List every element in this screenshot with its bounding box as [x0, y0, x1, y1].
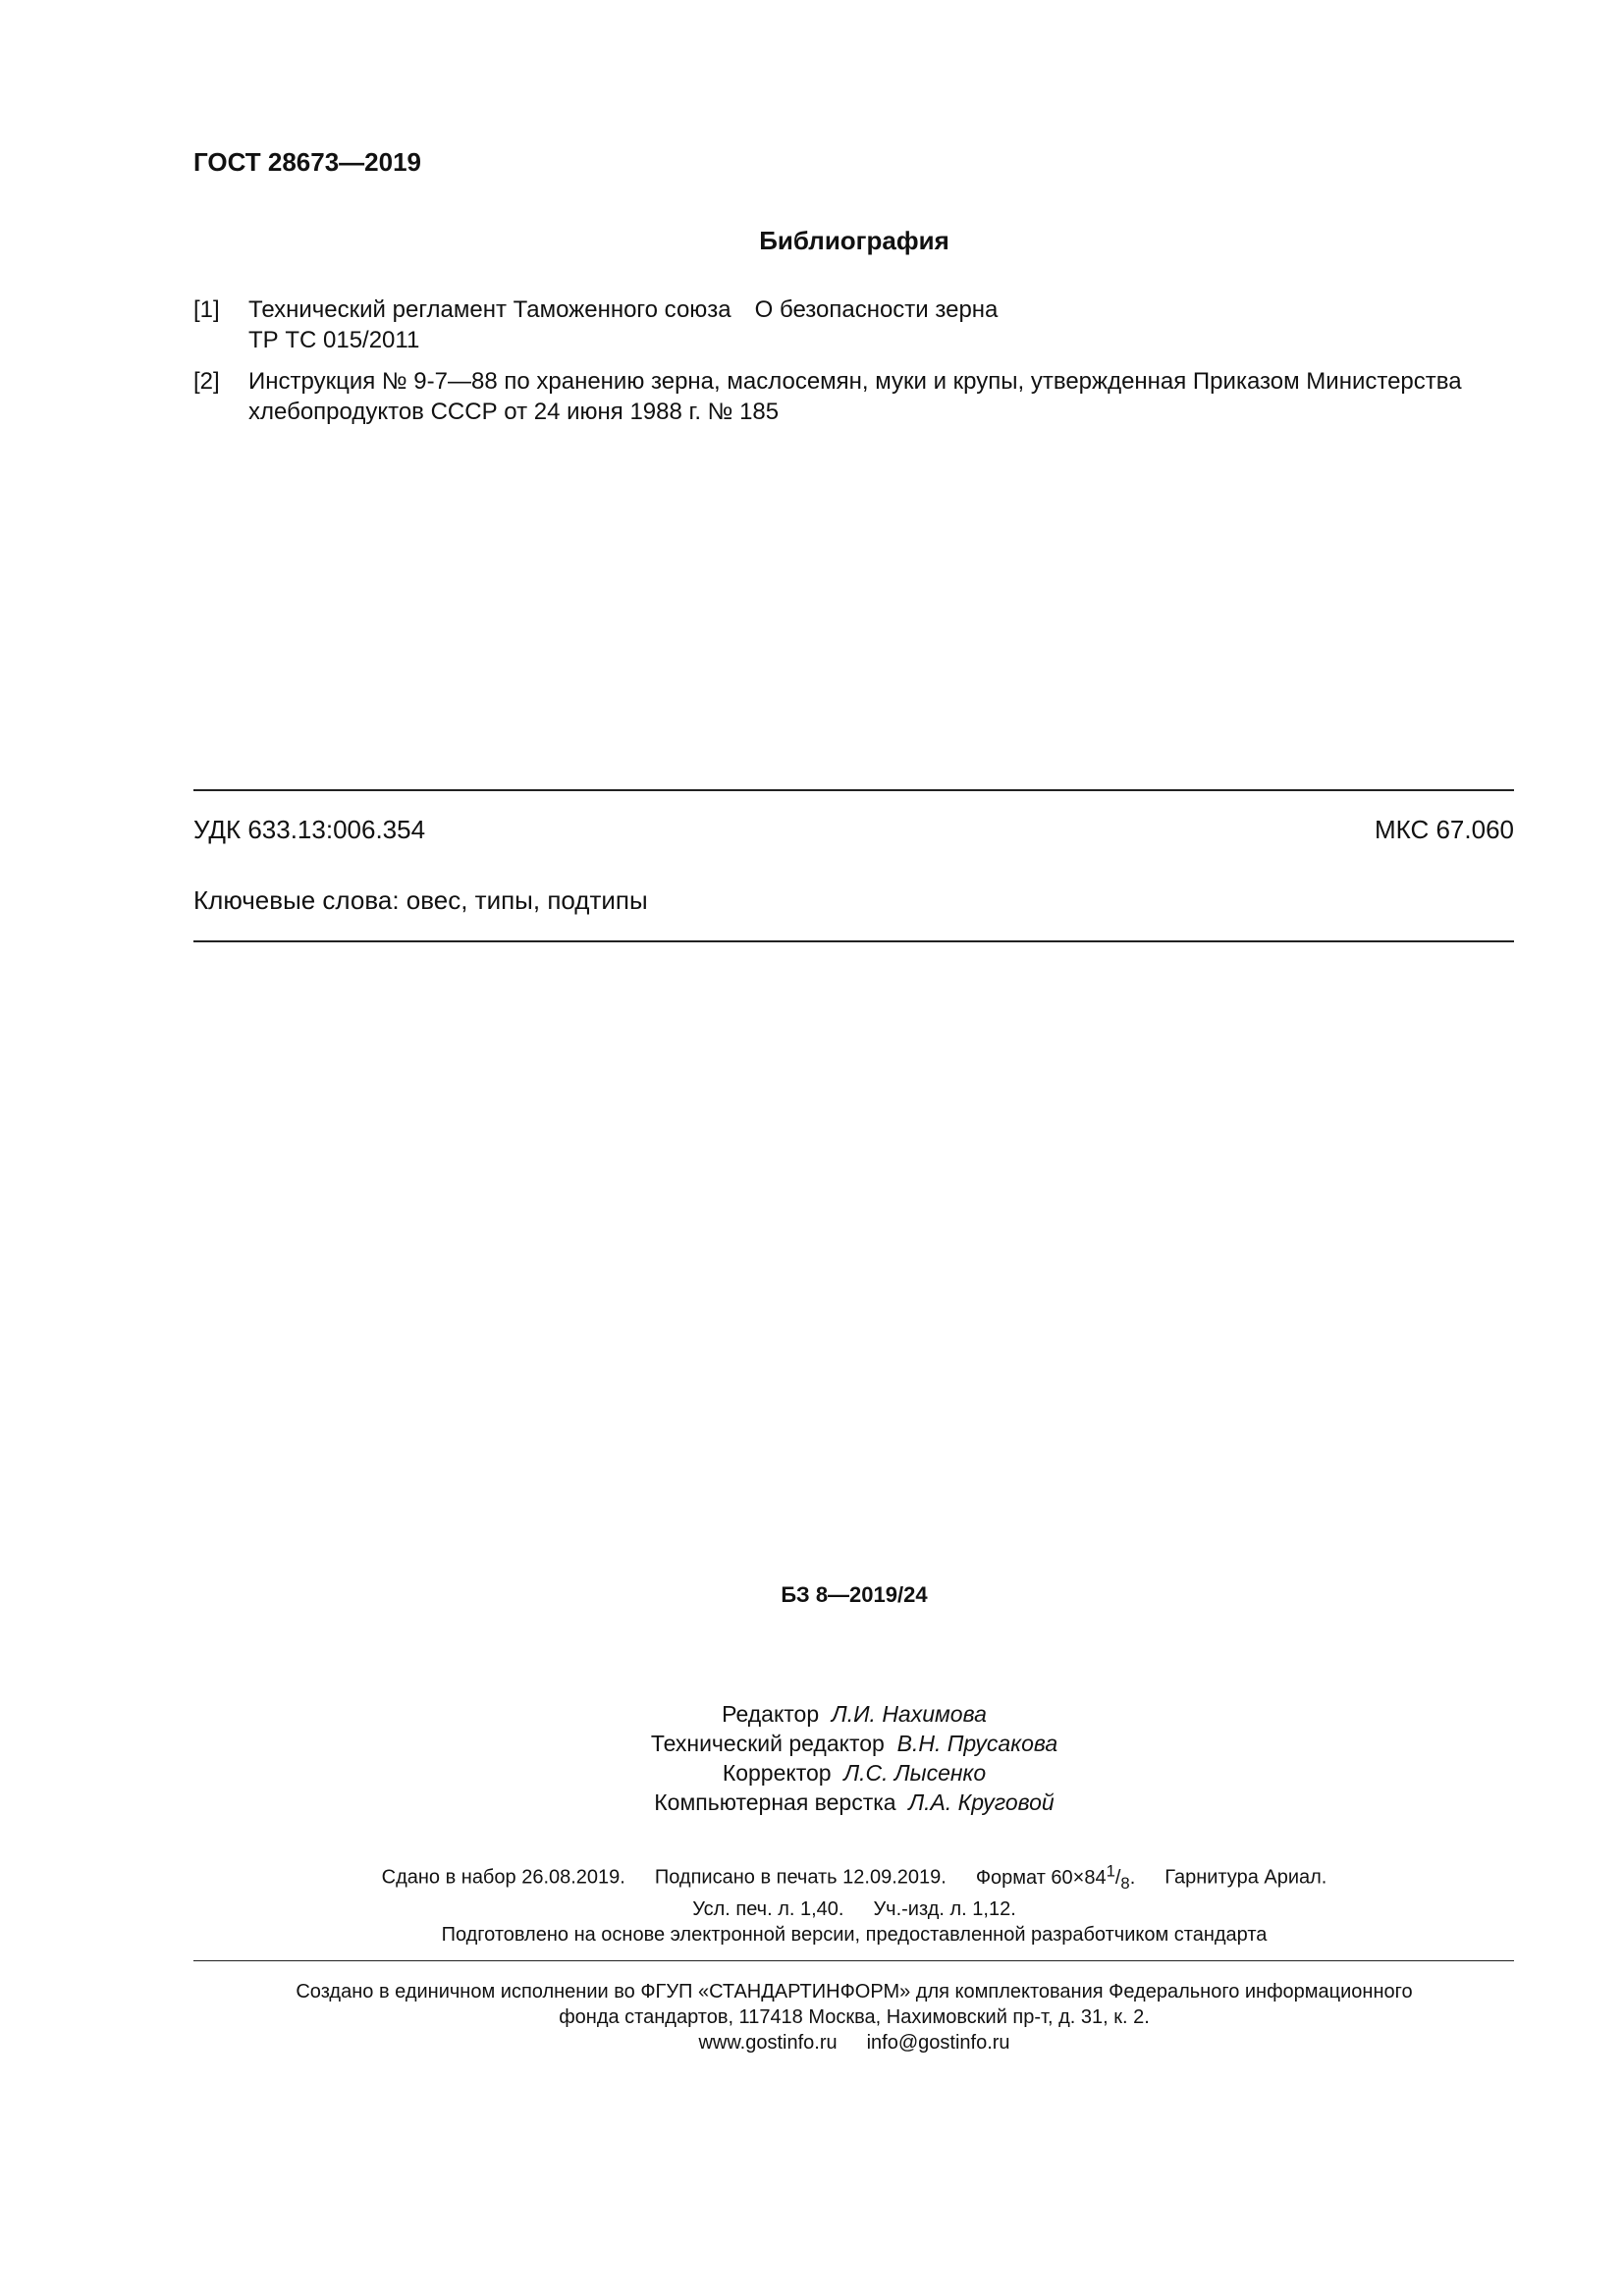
reference-text	[248, 294, 1514, 355]
print-info	[0, 1858, 1624, 1948]
staff-credits	[0, 1699, 1624, 1817]
creation-line-1: Создано в единичном исполнении во ФГУП «СТАНДАРТИНФОРМ» для комплектования Федерального информационного	[296, 1981, 1413, 2002]
staff-role: Компьютерная верстка	[654, 1789, 896, 1815]
reference-line-1: Инструкция № 9-7—88 по хранению зерна, маслосемян, муки и крупы, утвержденная Приказом Министерства	[248, 368, 1462, 395]
staff-name: В.Н. Прусакова	[896, 1731, 1058, 1756]
bibliography-entry-1	[193, 294, 1514, 355]
staff-editor	[0, 1699, 1624, 1729]
staff-name: Л.И. Нахимова	[831, 1701, 987, 1727]
document-number: ГОСТ 28673—2019	[193, 147, 421, 177]
staff-layout	[0, 1788, 1624, 1817]
reference-number: [2]	[193, 368, 220, 395]
publisher-sheets: Уч.-изд. л. 1,12.	[873, 1897, 1016, 1920]
reference-code: ТР ТС 015/2011	[248, 327, 420, 353]
bibliography-title: Библиография	[759, 226, 949, 255]
staff-role: Корректор	[722, 1760, 832, 1786]
staff-corrector	[0, 1758, 1624, 1788]
reference-title: Технический регламент Таможенного союза	[248, 296, 731, 323]
prepared-note: Подготовлено на основе электронной версии, предоставленной разработчиком стандарта	[441, 1923, 1268, 1946]
bibliography-entry-2	[193, 366, 1514, 427]
reference-number: [1]	[193, 296, 220, 323]
staff-role: Технический редактор	[650, 1731, 885, 1756]
divider-footer	[193, 1960, 1514, 1961]
submitted-date: Сдано в набор 26.08.2019.	[381, 1866, 625, 1889]
paper-format: Формат $60\times 84^1/_8$.	[975, 1861, 1136, 1893]
reference-subtitle: О безопасности зерна	[754, 296, 999, 323]
staff-name: Л.А. Круговой	[908, 1789, 1055, 1815]
print-line-1	[0, 1858, 1624, 1896]
staff-tech-editor	[0, 1729, 1624, 1758]
email-link[interactable]: info@gostinfo.ru	[866, 2032, 1010, 2054]
typeface: Гарнитура Ариал.	[1164, 1866, 1327, 1889]
divider-bottom	[193, 940, 1514, 942]
creation-line-2: фонда стандартов, 117418 Москва, Нахимовский пр-т, д. 31, к. 2.	[559, 2006, 1150, 2028]
staff-role: Редактор	[722, 1701, 820, 1727]
bz-number: БЗ 8—2019/24	[781, 1582, 928, 1607]
staff-name: Л.С. Лысенко	[843, 1760, 987, 1786]
contacts	[0, 2030, 1624, 2056]
signed-date: Подписано в печать 12.09.2019.	[654, 1866, 947, 1889]
divider-top	[193, 789, 1514, 791]
reference-text	[248, 366, 1514, 427]
print-sheets: Усл. печ. л. 1,40.	[692, 1897, 844, 1920]
mks-code: МКС 67.060	[1374, 815, 1514, 844]
creation-note	[0, 1979, 1624, 2056]
reference-line-2: хлебопродуктов СССР от 24 июня 1988 г. № 185	[248, 399, 780, 425]
website-link[interactable]: www.gostinfo.ru	[698, 2032, 838, 2054]
udk-code: УДК 633.13:006.354	[193, 815, 426, 844]
print-line-2	[0, 1896, 1624, 1922]
keywords: Ключевые слова: овес, типы, подтипы	[193, 885, 648, 915]
